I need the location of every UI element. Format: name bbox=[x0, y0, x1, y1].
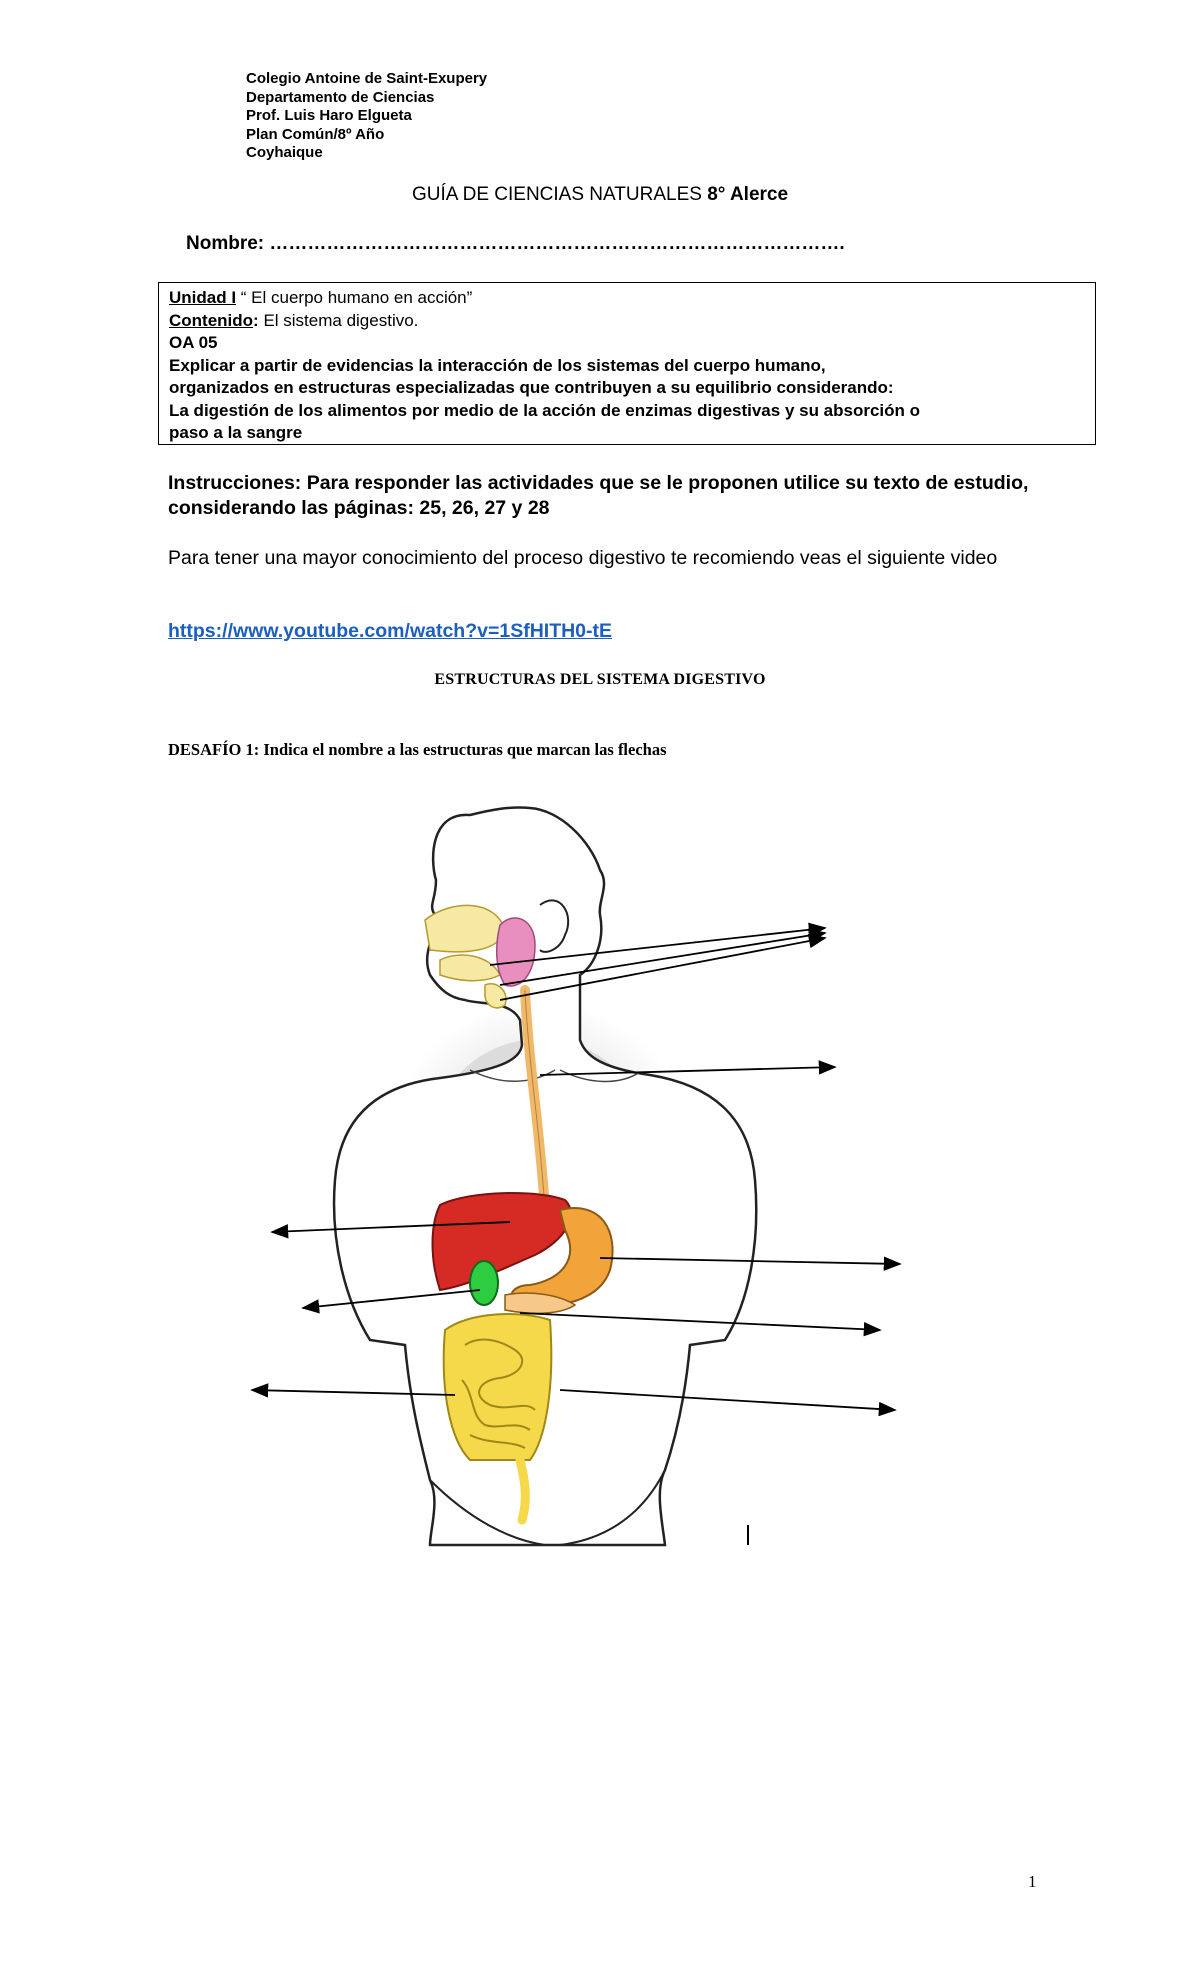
unit-label: Unidad I bbox=[169, 288, 237, 307]
gallbladder bbox=[470, 1261, 498, 1305]
department: Departamento de Ciencias bbox=[246, 88, 435, 106]
unit-box: Unidad I “ El cuerpo humano en acción” Contenido: El sistema digestivo. OA 05 Explicar a partir de evidencias la interacción de los sistemas del cuerpo humano, organizados en estructuras especializadas que contribuyen a su equilibrio considerando: La digestión de los alimentos por medio de la acción de enzimas digestivas y su absorción o paso a la sangre bbox=[158, 282, 1096, 445]
city: Coyhaique bbox=[246, 144, 323, 161]
instructions: Instrucciones: Para responder las actividades que se le proponen utilice su texto de estudio, considerando las páginas: 25, 26, 27 y 28 bbox=[168, 472, 1029, 519]
rectum bbox=[520, 1460, 525, 1520]
large-intestine bbox=[444, 1314, 552, 1460]
plan: Plan Común/8º Año bbox=[246, 125, 385, 143]
section-title: ESTRUCTURAS DEL SISTEMA DIGESTIVO bbox=[434, 671, 766, 688]
page-number: 1 bbox=[1028, 1872, 1037, 1891]
video-link[interactable]: https://www.youtube.com/watch?v=1SfHITH0-tE bbox=[168, 620, 613, 642]
teacher: Prof. Luis Haro Elgueta bbox=[246, 107, 412, 124]
school-name: Colegio Antoine de Saint-Exupery bbox=[246, 70, 488, 87]
name-field[interactable]: Nombre: ………………………………………………………………………………. bbox=[186, 233, 845, 254]
challenge-title: DESAFÍO 1: Indica el nombre a las estructuras que marcan las flechas bbox=[168, 740, 667, 759]
oa-code: OA 05 bbox=[169, 333, 218, 352]
video-text: Para tener una mayor conocimiento del proceso digestivo te recomiendo veas el siguiente video bbox=[168, 547, 998, 569]
page-title: GUÍA DE CIENCIAS NATURALES 8° Alerce bbox=[411, 184, 789, 205]
content-label: Contenido bbox=[169, 310, 254, 330]
nasal-cavity bbox=[425, 905, 505, 951]
